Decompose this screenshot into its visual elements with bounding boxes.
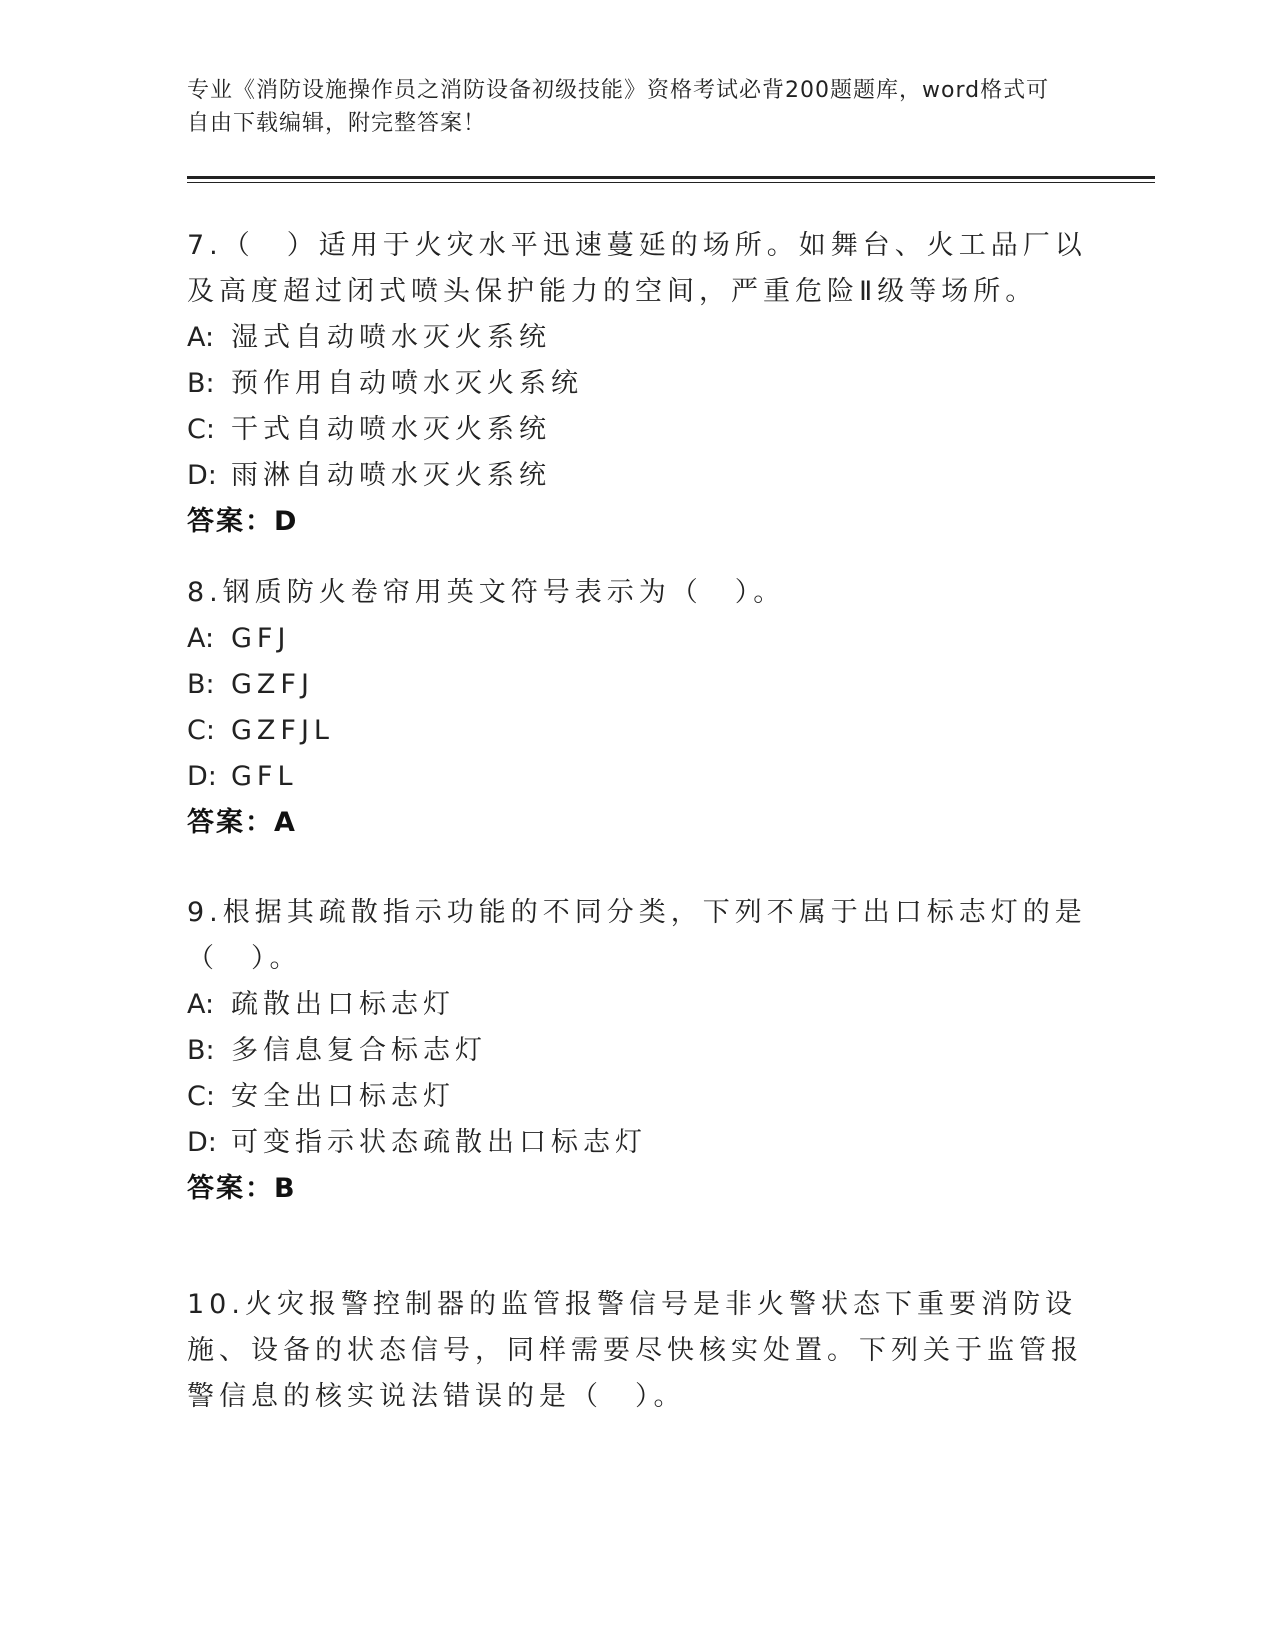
option-text: 预作用自动喷水灭火系统	[231, 368, 583, 399]
option-a	[187, 315, 1087, 361]
option-b	[187, 361, 1087, 407]
option-text: 安全出口标志灯	[231, 1081, 455, 1112]
option-text: GFL	[231, 761, 298, 792]
question-text: （ ）适用于火灾水平迅速蔓延的场所。如舞台、火工品厂以及高度超过闭式喷头保护能力的空间，严重危险Ⅱ级等场所。	[187, 230, 1087, 307]
option-key: D:	[187, 460, 217, 491]
answer	[187, 1166, 1087, 1212]
answer-label: 答案：	[187, 807, 274, 838]
option-key: B:	[187, 669, 215, 700]
option-d	[187, 1120, 1087, 1166]
option-text: 干式自动喷水灭火系统	[231, 414, 551, 445]
question-number: 8.	[187, 577, 223, 608]
option-b	[187, 662, 1087, 708]
option-b	[187, 1028, 1087, 1074]
question-stem	[187, 223, 1087, 315]
option-c	[187, 1074, 1087, 1120]
option-key: A:	[187, 989, 215, 1020]
question-stem	[187, 1282, 1087, 1420]
answer	[187, 800, 1087, 846]
option-key: B:	[187, 368, 215, 399]
option-text: GZFJ	[231, 669, 314, 700]
answer-label: 答案：	[187, 506, 274, 537]
option-text: 湿式自动喷水灭火系统	[231, 322, 551, 353]
option-key: C:	[187, 715, 215, 746]
question-number: 10.	[187, 1289, 245, 1320]
option-key: D:	[187, 1127, 217, 1158]
option-text: GFJ	[231, 623, 291, 654]
question-8	[187, 570, 1087, 846]
question-text: 根据其疏散指示功能的不同分类，下列不属于出口标志灯的是（ ）。	[187, 897, 1087, 974]
option-a	[187, 616, 1087, 662]
option-text: 多信息复合标志灯	[231, 1035, 487, 1066]
question-text: 钢质防火卷帘用英文符号表示为（ ）。	[222, 577, 786, 608]
answer-value: A	[274, 807, 296, 838]
header-divider-thick	[187, 176, 1155, 179]
option-key: A:	[187, 623, 215, 654]
answer-value: D	[274, 506, 298, 537]
option-key: B:	[187, 1035, 215, 1066]
header-divider-thin	[187, 182, 1155, 183]
answer-label: 答案：	[187, 1173, 274, 1204]
question-10	[187, 1282, 1087, 1420]
question-text: 火灾报警控制器的监管报警信号是非火警状态下重要消防设施、设备的状态信号，同样需要尽快核实处置。下列关于监管报警信息的核实说法错误的是（ ）。	[187, 1289, 1083, 1412]
option-key: C:	[187, 414, 215, 445]
question-stem	[187, 570, 1087, 616]
option-key: A:	[187, 322, 215, 353]
question-stem	[187, 890, 1087, 982]
option-key: C:	[187, 1081, 215, 1112]
option-text: 可变指示状态疏散出口标志灯	[231, 1127, 647, 1158]
option-text: 疏散出口标志灯	[231, 989, 455, 1020]
question-number: 7.	[187, 230, 223, 261]
option-c	[187, 407, 1087, 453]
question-7	[187, 223, 1087, 545]
answer	[187, 499, 1087, 545]
option-text: GZFJL	[231, 715, 334, 746]
document-intro: 专业《消防设施操作员之消防设备初级技能》资格考试必背200题题库，word格式可自由下载编辑，附完整答案！	[187, 78, 1050, 136]
question-number: 9.	[187, 897, 223, 928]
option-c	[187, 708, 1087, 754]
question-9	[187, 890, 1087, 1212]
option-a	[187, 982, 1087, 1028]
option-text: 雨淋自动喷水灭火系统	[231, 460, 551, 491]
option-d	[187, 453, 1087, 499]
option-d	[187, 754, 1087, 800]
option-key: D:	[187, 761, 217, 792]
answer-value: B	[274, 1173, 296, 1204]
